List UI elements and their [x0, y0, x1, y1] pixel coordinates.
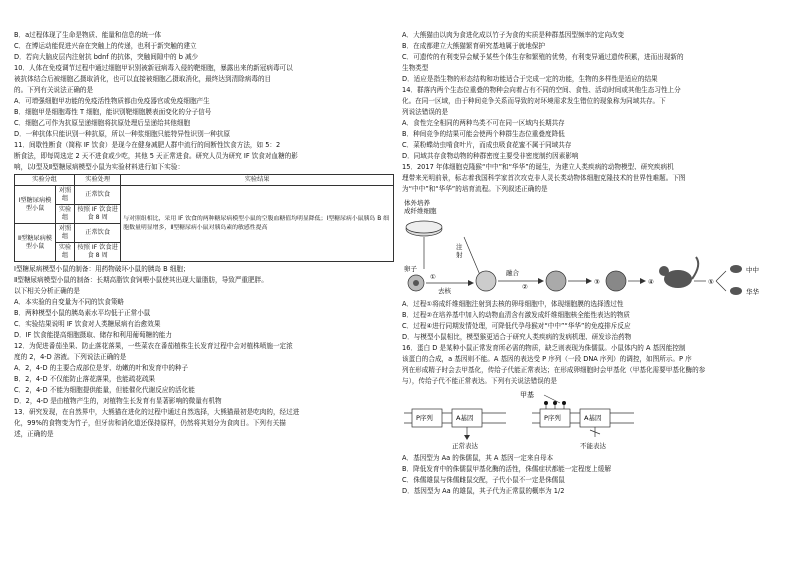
- text-line: B．在成都建立大熊猫繁育研究基地属于就地保护: [402, 42, 545, 50]
- text-line: 的。下列有关说法正确的是: [14, 86, 94, 94]
- text-line: 以下相关分析正确的是: [14, 287, 80, 295]
- text-line: D．IF 饮食能提高细胞摄取、储存和利用葡萄糖的能力: [14, 331, 172, 339]
- text-line: 断食法，即每周选定 2 天不进食或少吃，其他 5 天正常进食。研究人员为研究 IF 饮食对血糖的影: [14, 152, 298, 160]
- step-5-label: ⑤: [708, 278, 714, 286]
- text-line: 化。在同一区域，由于种间竞争关系而导致的对环境需求发生错位的现象称为同域共存。下: [402, 97, 666, 105]
- table-cell: 按照 IF 饮食进食 8 周: [75, 205, 121, 224]
- right-text-block-3: [402, 453, 780, 497]
- text-line: A．过程①将成纤维细胞注射到去核的卵母细胞中，体现细胞膜的选择透过性: [402, 300, 624, 308]
- text-line: C．2，4-D 不能为细胞提供能量，但能催化代谢反应的活化能: [14, 386, 195, 394]
- text-line: C．侏儒雄鼠与侏儒雌鼠交配，子代小鼠不一定是侏儒鼠: [402, 476, 565, 484]
- zz-label: 中中: [746, 266, 759, 274]
- text-line: D．2，4-D 是由植物产生的，对植物生长发育有显著影响的微量有机物: [14, 397, 222, 405]
- table-header: 实验分组: [15, 175, 75, 186]
- table-cell-group: Ⅰ型糖尿病模型小鼠: [15, 186, 56, 224]
- text-line: B．过程②在培养基中加入的动物血清含有激发成纤维细胞核全能性表达的物质: [402, 311, 631, 319]
- text-line: A．基因型为 Aa 的侏儒鼠，其 A 基因一定来自母本: [402, 454, 554, 462]
- a-gene-label: A基因: [456, 414, 474, 422]
- text-line: C．可遗传的有利变异会赋予某些个体生存和繁殖的优势，有利变异通过遗传积累，进而出现新的: [402, 53, 684, 61]
- table-cell: 正常饮食: [75, 224, 121, 243]
- inject-label-1: 注: [456, 243, 463, 251]
- injection-needle-icon: [464, 237, 480, 275]
- donor-label-line2: 成纤维细胞: [404, 207, 437, 215]
- right-text-block-2: [402, 299, 780, 387]
- text-line: B．2，4-D 不仅能防止落花落果，也能疏花疏果: [14, 375, 156, 383]
- text-line: 生物类型: [402, 64, 429, 72]
- cloning-diagram: [402, 197, 780, 297]
- table-cell: 实验组: [55, 205, 74, 224]
- table-cell: 对照组: [55, 186, 74, 205]
- text-line: C．菜粉蝶幼虫啃食叶片，而成虫吸食花蜜不属于同域共存: [402, 141, 572, 149]
- right-text-block: [402, 30, 780, 195]
- text-line: 化，99%的食物变为竹子，但牙齿和消化道还保持原样，仍然将其划分为食肉目。下列有关描: [14, 419, 286, 427]
- text-line: 13．研究发现，在自然界中，大熊猫在进化的过程中通过自然选择，大熊猫最初是吃肉的，经过进: [14, 408, 300, 416]
- enucleate-label: 去核: [438, 287, 451, 295]
- enucleated-egg-icon: [476, 271, 496, 291]
- text-line: B．降低发育中的侏儒鼠甲基化酶的活性，侏儒症状都能一定程度上缓解: [402, 465, 611, 473]
- table-cell-result: 与对照组相比，采用 IF 饮食的两种糖尿病模型小鼠的空腹血糖值均明显降低；Ⅰ型糖尿病小鼠胰岛 B 细胞数量明显增多，Ⅱ型糖尿病小鼠对胰岛素的敏感性提高: [121, 186, 394, 262]
- text-line: 理带来光明前景，标志着我国科学家首次攻克非人灵长类动物体细胞克隆技术的世界性难题。下图: [402, 174, 686, 182]
- text-line: B．种间竞争的结果可能会使两个种群生态位重叠度降低: [402, 130, 565, 138]
- text-line: 12．为促进番茄坐果、防止落花落果，一些菜农在番茄植株生长发育过程中会对植株喷施一定浓: [14, 342, 293, 350]
- oocyte-label: 卵子: [404, 265, 417, 273]
- methyl-label: 甲基: [520, 391, 534, 399]
- donor-label-line1: 体外培养: [404, 199, 430, 207]
- reconstructed-embryo-icon: [546, 271, 566, 291]
- left-text-block: [14, 30, 392, 173]
- p-seq-label: P序列: [416, 414, 433, 422]
- baby-monkey-zz-icon: [730, 265, 742, 273]
- text-line: D．同域共存食物动物的种群密度主要受非密度制约因素影响: [402, 152, 579, 160]
- text-line: 响，以Ⅰ型及Ⅱ型糖尿病模型小鼠为实验材料进行如下实验：: [14, 163, 185, 171]
- text-line: C．在博运动能促进兴奋在突触上的传递，也利于新突触的建立: [14, 42, 197, 50]
- gene-expression-figure: [402, 389, 780, 451]
- text-line: B．细胞甲是细胞毒性 T 细胞，能识别靶细胞膜表面变化的分子信号: [14, 108, 212, 116]
- text-line: A．2，4-D 的主要合成部位是芽、幼嫩的叶和发育中的种子: [14, 364, 189, 372]
- abnormal-label: 不能表达: [580, 442, 606, 450]
- text-line: D．适应是指生物的形态结构和功能适合于完成一定的功能，生物的多样性是适应的结果: [402, 75, 658, 83]
- text-line: 被抗体结合后被细胞乙摄取消化，也可以直接被细胞乙摄取消化，最终达到清除病毒的目: [14, 75, 272, 83]
- text-line: Ⅰ型糖尿病模型小鼠的制备：用药物破坏小鼠的胰岛 B 细胞；: [14, 265, 190, 273]
- table-cell: 按照 IF 饮食进食 8 周: [75, 243, 121, 262]
- text-line: A．可增强细胞甲功能的免疫活性物质都由免疫器官或免疫细胞产生: [14, 97, 210, 105]
- table-header-row: [15, 175, 394, 186]
- text-line: B．a过程体现了生命是物质、能量和信息的统一体: [14, 31, 162, 39]
- baby-monkey-hh-icon: [730, 287, 742, 295]
- text-line: 述，正确的是: [14, 430, 54, 438]
- experiment-table: [14, 174, 394, 262]
- gene-expression-diagram: [402, 389, 780, 451]
- text-line: A．大熊猫由以肉为食进化成以竹子为食的实质是种群基因型频率的定向改变: [402, 31, 625, 39]
- text-line: D．若向大脑皮层内注射抗 bdnf 的抗体，突触间隙中的 b 减少: [14, 53, 199, 61]
- text-line: D．与模型小鼠相比，模型猴更适合于研究人类疾病的发病机理、研发诊治药物: [402, 333, 632, 341]
- cloning-flow-figure: [402, 197, 780, 297]
- text-line: C．细胞乙可作为抗原呈递细胞将抗原处理后呈递给其他细胞: [14, 119, 191, 127]
- text-line: 14．群落内两个生态位重叠的物种会向着占有不同的空间、食性、活动时间或其他生态习性上分: [402, 86, 681, 94]
- table-cell: 正常饮食: [75, 186, 121, 205]
- table-cell-group: Ⅱ型糖尿病模型小鼠: [15, 224, 56, 262]
- table-cell: 对照组: [55, 224, 74, 243]
- text-line: D．基因型为 Aa 的雄鼠，其子代为正常鼠的概率为 1/2: [402, 487, 565, 495]
- p-seq-label: P序列: [544, 414, 561, 422]
- text-line: 15．2017 年体细胞克隆猴“中中”和“华华”的诞生，为建立人类疾病的动物模型、研究疾病机: [402, 163, 674, 171]
- left-text-block-2: [14, 264, 392, 440]
- text-line: D．一种抗体只能识别一种抗原，所以一种浆细胞只能特异性识别一种抗原: [14, 130, 231, 138]
- step-3-label: ③: [594, 278, 600, 286]
- text-line: 16．蛋白 D 是某种小鼠正常发育所必需的物质，缺乏则表现为侏儒鼠。小鼠体内的 A 基因能控制: [402, 344, 686, 352]
- text-line: C．实验结果说明 IF 饮食对人类糖尿病有治愈效果: [14, 320, 161, 328]
- text-line: 与），传给子代不能正常表达。下列有关说法错误的是: [402, 377, 557, 385]
- text-line: 列说法错误的是: [402, 108, 449, 116]
- text-line: 11．间歇性断食（简称 IF 饮食）是现今在健身减肥人群中流行的间断性饮食方法，如 5：2: [14, 141, 281, 149]
- text-line: A．食性完全相同的两种鸟类不可在同一区域内长期共存: [402, 119, 565, 127]
- normal-label: 正常表达: [452, 442, 478, 450]
- table-cell: 实验组: [55, 243, 74, 262]
- fusion-label: 融合: [506, 269, 519, 277]
- table-header: 实验结果: [121, 175, 394, 186]
- left-column: [14, 30, 392, 440]
- step-1-label: ①: [430, 273, 436, 281]
- table-header: 实验处理: [75, 175, 121, 186]
- a-gene-label: A基因: [584, 414, 602, 422]
- early-embryo-icon: [606, 271, 626, 291]
- text-line: 列在形成精子时会去甲基化，传给子代能正常表达；在形成卵细胞时会甲基化（甲基化需要甲基化酶的参: [402, 366, 706, 374]
- text-line: Ⅱ型糖尿病模型小鼠的制备：长期高脂饮食饲喂小鼠使其出现大量脂肪，导致严重肥胖。: [14, 276, 268, 284]
- inject-label-2: 射: [456, 251, 463, 259]
- step-4-label: ④: [648, 278, 654, 286]
- hh-label: 华华: [746, 288, 759, 296]
- text-line: 该蛋白的合成，a 基因则不能。A 基因的表达受 P 序列（一段 DNA 序列）的调控，如图所示。P 序: [402, 355, 692, 363]
- text-line: 度的 2，4-D 溶液。下列说法正确的是: [14, 353, 127, 361]
- text-line: C．过程④进行同期发情处理，可降低代孕母猴对“中中”“华华”的免疫排斥反应: [402, 322, 631, 330]
- text-line: 为“中中”和“华华”的培育流程。下列叙述正确的是: [402, 185, 548, 193]
- right-column: [402, 30, 780, 497]
- text-line: A．本实验的自变量为不同的饮食策略: [14, 298, 125, 306]
- text-line: 10．人体在免疫调节过程中通过细胞甲识别被新冠病毒入侵的靶细胞，暴露出来的新冠病毒可以: [14, 64, 293, 72]
- text-line: B．两种模型小鼠的胰岛素水平均低于正常小鼠: [14, 309, 151, 317]
- table-row: [15, 186, 394, 205]
- step-2-label: ②: [522, 283, 528, 291]
